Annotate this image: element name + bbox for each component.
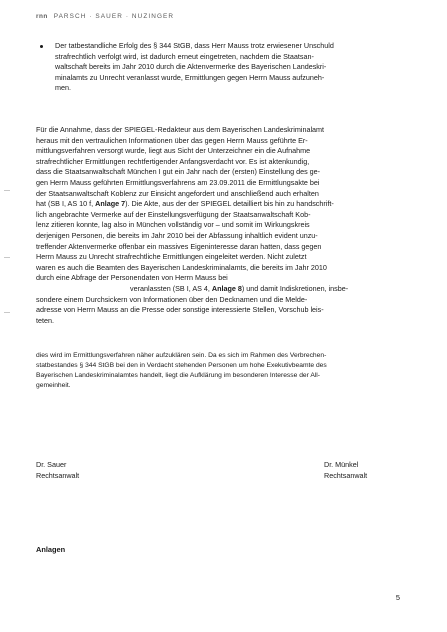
text-line: Herrn Mauss zu Unrecht strafrechtliche Ermittlungen eingeleitet werden. Nicht zuletzt xyxy=(36,252,307,262)
text-line: waren es auch die Beamten des Bayerischen Landeskriminalamts, die bereits im Jahr 2010 xyxy=(36,262,327,272)
text-line: statbestandes § 344 StGB bei den in Verdacht stehenden Personen um hohe Exekutivbeamte des xyxy=(36,361,327,369)
main-paragraph xyxy=(36,125,348,326)
bullet-point xyxy=(40,45,43,48)
signer-name: Dr. Sauer xyxy=(36,460,67,469)
signer-title: Rechtsanwalt xyxy=(36,470,80,480)
text-line: dass die Staatsanwaltschaft München I gut ein Jahr nach der (ersten) Einstellung des ge- xyxy=(36,167,321,177)
text-run: hat (SB I, AS 10 f, xyxy=(36,199,96,209)
bullet-paragraph xyxy=(55,41,334,94)
signature-right xyxy=(324,460,367,481)
text-line: teten. xyxy=(36,315,54,325)
inserted-paragraph xyxy=(36,351,327,391)
text-line: gemeinheit. xyxy=(36,381,71,389)
text-line: men. xyxy=(55,83,71,93)
letterhead xyxy=(36,13,174,20)
text-line: treffender Aktenvermerke offenbar ein massives Eigeninteresse daran hatten, dass gegen xyxy=(36,241,322,251)
margin-mark xyxy=(4,312,10,313)
annex-reference: Anlage 7 xyxy=(95,199,126,209)
signature-left xyxy=(36,460,79,481)
text-line: derjenigen Personen, die bereits im Jahr 2010 bei der Abfassung inhaltlich evident unzu- xyxy=(36,230,318,240)
text-line xyxy=(36,199,348,210)
text-run: veranlassten (SB I, AS 4, xyxy=(130,283,212,293)
text-line: adresse von Herrn Mauss an die Presse oder sonstige interessierte Stellen, Vorschub leis- xyxy=(36,305,324,315)
text-line: lenz zitieren konnte, lag also in München vollständig vor – und somit im Wirkungskreis xyxy=(36,220,310,230)
text-line: minalamts zu Unrecht veranlasst wurde, Ermittlungen gegen Herrn Mauss aufzuneh- xyxy=(55,72,325,82)
text-line: mittlungsverfahren versorgt wurde, liegt aus Sicht der Unterzeichner ein die Aufnahme xyxy=(36,146,311,156)
signer-name: Dr. Münkel xyxy=(324,460,359,469)
signer-title: Rechtsanwalt xyxy=(324,470,368,480)
text-line: dies wird im Ermittlungsverfahren näher aufzuklären sein. Da es sich im Rahmen des Verbrechen- xyxy=(36,352,327,359)
text-line: der Staatsanwaltschaft Koblenz zur Einsicht angefordert und anschließend auch erhalten xyxy=(36,188,319,198)
text-line: Bayerischen Landeskriminalamtes handelt, liegt die Aufklärung im besonderen Interesse der All- xyxy=(36,371,321,379)
margin-mark xyxy=(4,190,10,191)
text-run: ). Die Akte, aus der der SPIEGEL detailliert bis hin zu handschrift- xyxy=(125,199,334,209)
attachments-heading: Anlagen xyxy=(36,545,66,554)
page-number: 5 xyxy=(395,593,400,602)
annex-reference: Anlage 8 xyxy=(211,283,242,293)
text-line: Für die Annahme, dass der SPIEGEL-Redakteur aus dem Bayerischen Landeskriminalamt xyxy=(36,125,325,134)
firm-name: PARSCH · SAUER · NUZINGER xyxy=(53,13,175,20)
text-line: heraus mit den vertraulichen Informationen über das gegen Herrn Mauss geführte Er- xyxy=(36,135,308,145)
text-line: lich angebrachte Vermerke auf der Einstellungsverfügung der Staatsanwaltschaft Kob- xyxy=(36,209,311,219)
margin-mark xyxy=(4,257,10,258)
text-line: strafrechtlich verfolgt wird, ist dadurch erneut eingetreten, nachdem die Staatsan- xyxy=(55,51,314,61)
text-run: ) und damit Indiskretionen, insbe- xyxy=(241,283,349,293)
text-line xyxy=(36,284,348,295)
text-line: strafrechtlicher Ermittlungen rechtfertigender Anfangsverdacht vor. Es ist aktenkundig, xyxy=(36,156,310,166)
text-line: gen Herrn Mauss geführten Ermittlungsverfahrens am 23.09.2011 die Ermittlungsakte bei xyxy=(36,177,320,187)
text-line: waltschaft bereits im Jahr 2010 durch die Aktenvermerke des Bayerischen Landeskri- xyxy=(55,62,327,72)
text-line: Der tatbestandliche Erfolg des § 344 StGB, dass Herr Mauss trotz erwiesener Unschuld xyxy=(55,41,334,50)
text-line: durch eine Abfrage der Personendaten von Herrn Mauss bei xyxy=(36,273,228,283)
text-line: sondere einem Durchsickern von Informationen über den Decknamen und die Melde- xyxy=(36,294,308,304)
firm-logo: rnn xyxy=(36,13,48,20)
